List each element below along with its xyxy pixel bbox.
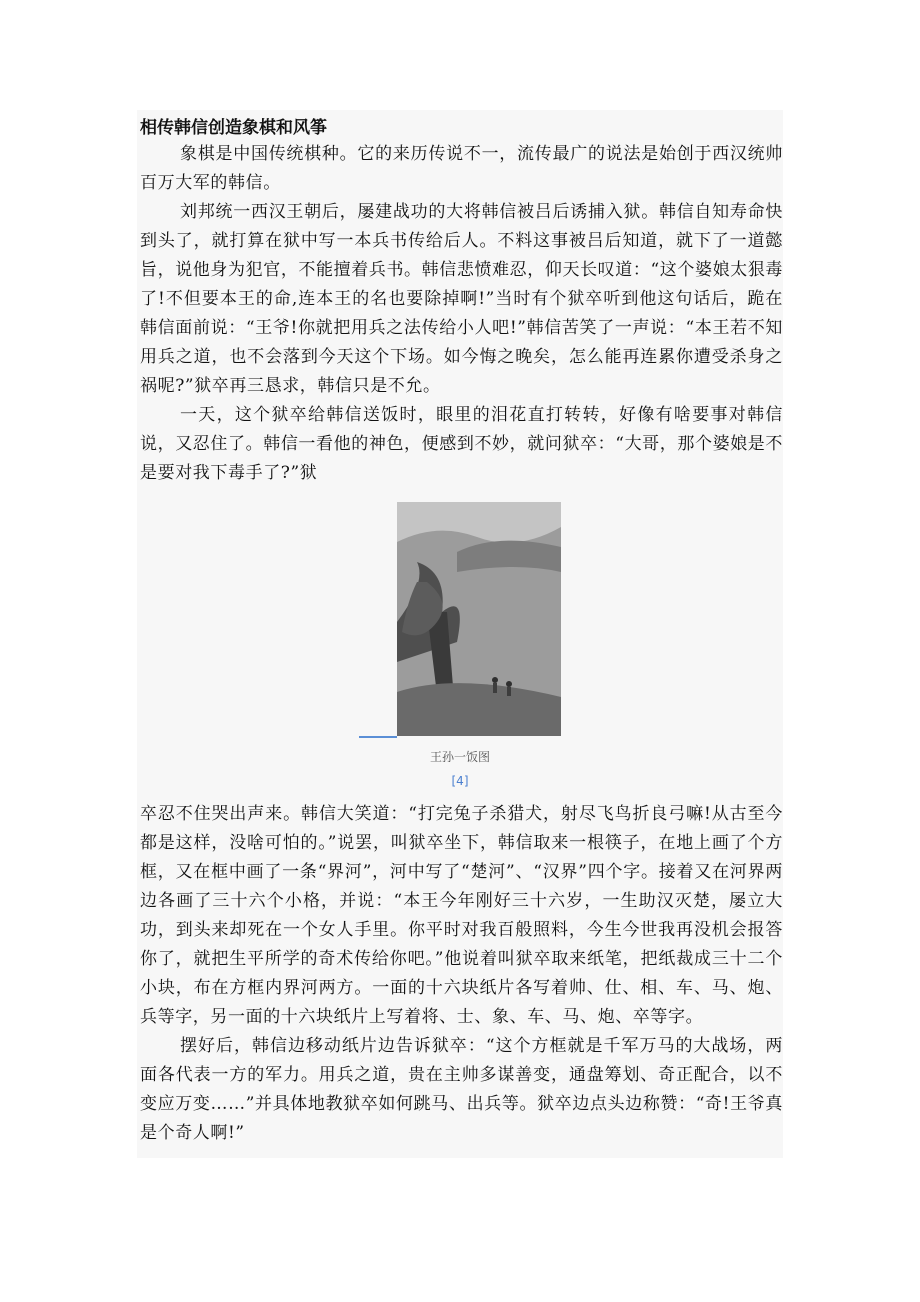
article-top-block	[137, 110, 783, 502]
paragraph-2: 刘邦统一西汉王朝后，屡建战功的大将韩信被吕后诱捕入狱。韩信自知寿命快到头了，就打算在狱中写一本兵书传给后人。不料这事被吕后知道，就下了一道懿旨，说他身为犯官，不能擅着兵书。韩信悲愤难忍，仰天长叹道：“这个婆娘太狠毒了!不但要本王的命,连本王的名也要除掉啊!”当时有个狱卒听到他这句话后，跪在韩信面前说：“王爷!你就把用兵之法传给小人吧!”韩信苦笑了一声说：“本王若不知用兵之道，也不会落到今天这个下场。如今悔之晚矣，怎么能再连累你遭受杀身之祸呢?”狱卒再三恳求，韩信只是不允。	[140, 202, 783, 396]
article-title: 相传韩信创造象棋和风筝	[140, 118, 327, 138]
painting-illustration	[397, 502, 561, 736]
figure-caption: 王孙一饭图	[429, 750, 490, 764]
paragraph-1: 象棋是中国传统棋种。它的来历传说不一，流传最广的说法是始创于西汉统帅百万大军的韩信。	[140, 144, 783, 193]
paragraph-4: 卒忍不住哭出声来。韩信大笑道：“打完兔子杀猎犬，射尽飞鸟折良弓嘛!从古至今都是这样，没啥可怕的。”说罢，叫狱卒坐下，韩信取来一根筷子，在地上画了个方框，又在框中画了一条“界河”，河中写了“楚河”、“汉界”四个字。接着又在河界两边各画了三十六个小格，并说：“本王今年刚好三十六岁，一生助汉灭楚，屡立大功，到头来却死在一个女人手里。你平时对我百般照料，今生今世我再没机会报答你了，就把生平所学的奇术传给你吧。”他说着叫狱卒取来纸笔，把纸裁成三十二个小块，布在方框内界河两方。一面的十六块纸片各写着帅、仕、相、车、马、炮、兵等字，另一面的十六块纸片上写着将、士、象、车、马、炮、卒等字。	[140, 804, 783, 1027]
paragraph-5: 摆好后，韩信边移动纸片边告诉狱卒：“这个方框就是千军万马的大战场，两面各代表一方的军力。用兵之道，贵在主帅多谋善变，通盘筹划、奇正配合，以不变应万变……”并具体地教狱卒如何跳马、出兵等。狱卒边点头边称赞：“奇!王爷真是个奇人啊!”	[140, 1036, 783, 1143]
figure-link-underline	[359, 736, 397, 738]
paragraph-3: 一天，这个狱卒给韩信送饭时，眼里的泪花直打转转，好像有啥要事对韩信说，又忍住了。韩信一看他的神色，便感到不妙，就问狱卒：“大哥，那个婆娘是不是要对我下毒手了?”狱	[140, 405, 783, 483]
landscape-painting-image[interactable]	[397, 502, 561, 736]
article-bottom-block	[137, 800, 783, 1158]
reference-link[interactable]: [4]	[451, 774, 469, 788]
figure-block	[137, 502, 783, 800]
